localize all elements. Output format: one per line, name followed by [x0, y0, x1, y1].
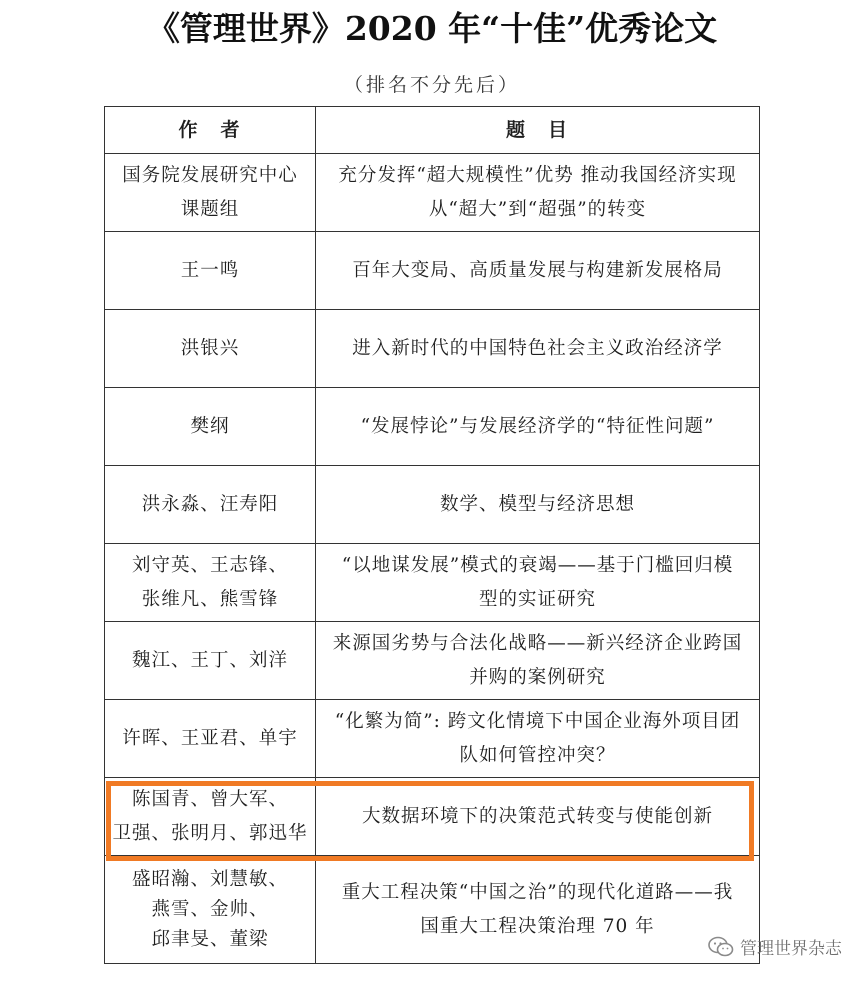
title-cell: 充分发挥“超大规模性”优势 推动我国经济实现 从“超大”到“超强”的转变 [316, 154, 760, 232]
table-row [105, 544, 760, 622]
author-cell: 国务院发展研究中心 课题组 [105, 154, 316, 232]
page-subtitle: （排名不分先后） [343, 74, 520, 96]
title-cell: “化繁为简”: 跨文化情境下中国企业海外项目团 队如何管控冲突？ [316, 700, 760, 778]
title-cell: 大数据环境下的决策范式转变与使能创新 [316, 778, 760, 856]
table-row [105, 700, 760, 778]
table-row [105, 310, 760, 388]
author-cell: 陈国青、曾大军、 卫强、张明月、郭迅华 [105, 778, 316, 856]
title-cell: 来源国劣势与合法化战略——新兴经济企业跨国 并购的案例研究 [316, 622, 760, 700]
watermark-text: 管理世界杂志 [740, 939, 842, 959]
title-cell: 百年大变局、高质量发展与构建新发展格局 [316, 232, 760, 310]
wechat-icon [708, 936, 734, 958]
title-cell: “发展悖论”与发展经济学的“特征性问题” [316, 388, 760, 466]
author-cell: 洪银兴 [105, 310, 316, 388]
table-row [105, 154, 760, 232]
title-cell: 数学、模型与经济思想 [316, 466, 760, 544]
author-cell: 洪永淼、汪寿阳 [105, 466, 316, 544]
author-cell: 许晖、王亚君、单宇 [105, 700, 316, 778]
author-cell: 刘守英、王志锋、 张维凡、熊雪锋 [105, 544, 316, 622]
title-cell: 重大工程决策“中国之治”的现代化道路——我 国重大工程决策治理 70 年 [316, 856, 760, 964]
table-row [105, 388, 760, 466]
table-row [105, 232, 760, 310]
table-row [105, 622, 760, 700]
author-cell: 樊纲 [105, 388, 316, 466]
title-column-header: 题 目 [316, 107, 760, 154]
author-cell: 魏江、王丁、刘洋 [105, 622, 316, 700]
page-title: 《管理世界》2020 年“十佳”优秀论文 [146, 9, 718, 48]
title-cell: 进入新时代的中国特色社会主义政治经济学 [316, 310, 760, 388]
author-column-header: 作 者 [105, 107, 316, 154]
table-row-highlighted [105, 778, 760, 856]
title-cell: “以地谋发展”模式的衰竭——基于门槛回归模 型的实证研究 [316, 544, 760, 622]
table-row [105, 466, 760, 544]
table-row [105, 856, 760, 964]
author-cell: 王一鸣 [105, 232, 316, 310]
table-header-row [105, 107, 760, 154]
author-cell: 盛昭瀚、刘慧敏、 燕雪、金帅、 邱聿旻、董梁 [105, 856, 316, 964]
watermark [708, 934, 842, 959]
papers-table [104, 106, 760, 964]
